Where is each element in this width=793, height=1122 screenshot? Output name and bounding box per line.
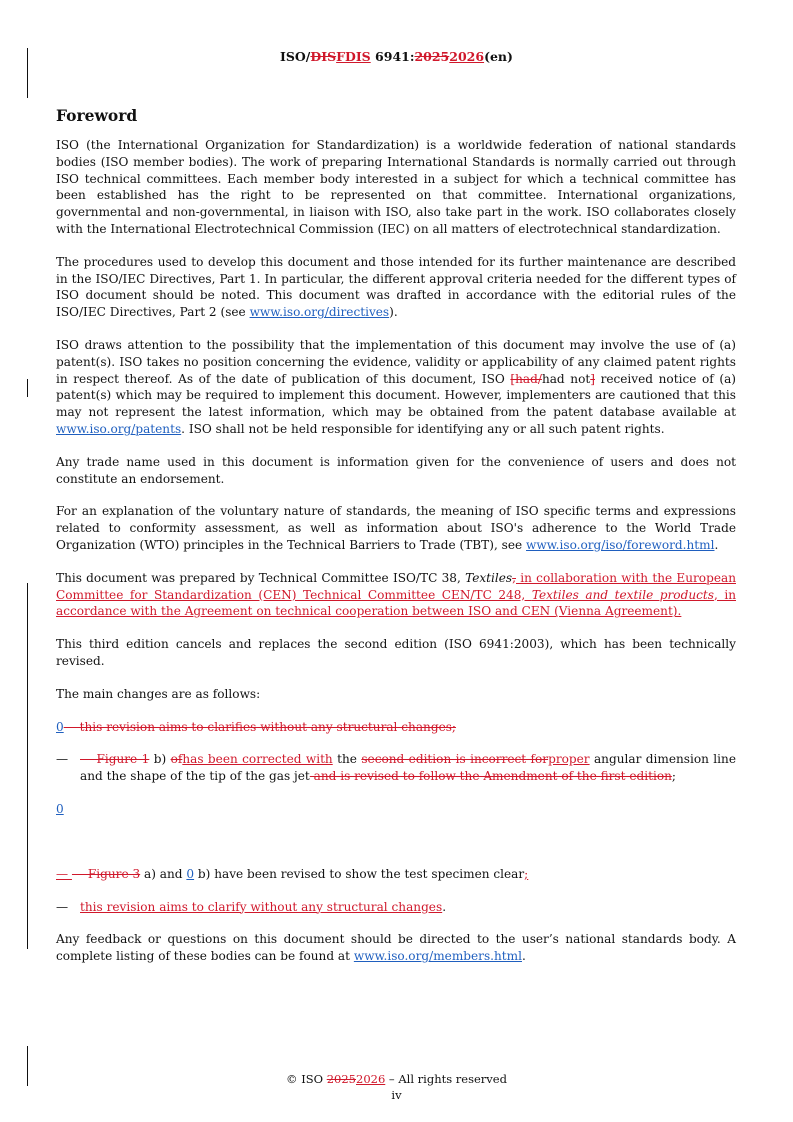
ref-link[interactable]: 0: [56, 719, 64, 734]
change-item-1: 0— this revision aims to clarifies without any structural changes;: [56, 719, 457, 734]
paragraph-voluntary-nature: For an explanation of the voluntary nature of standards, the meaning of ISO specific terms and expressions related to conformity assessment, as well as information about ISO's adherence to the World Trade Organization (WTO) principles in the Technical Barriers to Trade (TBT), see www.iso.org/iso/foreword.html.: [56, 504, 736, 552]
page-number: iv: [391, 1088, 402, 1102]
paragraph-committee: This document was prepared by Technical Committee ISO/TC 38, Textiles, in collaboration with the European Committee for Standardization (CEN) Technical Committee CEN/TC 248, Textiles and textile products, in accordance with the Agreement on technical cooperation between ISO and CEN (Vienna Agreement).: [56, 570, 736, 619]
copyright-line: © ISO 20252026 – All rights reserved: [286, 1072, 507, 1086]
document-footer: [0, 1071, 793, 1103]
paragraph-iso-intro: ISO (the International Organization for Standardization) is a worldwide federation of national standards bodies (ISO member bodies). The work of preparing International Standards is normally carried out through ISO technical committees. Each member body interested in a subject for which a technical committee has been established has the right to be represented on that committee. International organizations, governmental and non-governmental, in liaison with ISO, also take part in the work. ISO collaborates closely with the International Electrotechnical Commission (IEC) on all matters of electrotechnical standardization.: [56, 138, 736, 236]
paragraph-patents: ISO draws attention to the possibility that the implementation of this document may involve the use of (a) patent(s). ISO takes no position concerning the evidence, validity or applicability of any claimed patent rights in respect thereof. As of the date of publication of this document, ISO [had/had not] received notice of (a) patent(s) which may be required to implement this document. However, implementers are cautioned that this may not represent the latest information, which may be obtained from the patent database available at www.iso.org/patents. ISO shall not be held responsible for identifying any or all such patent rights.: [56, 337, 737, 436]
foreword-title: Foreword: [56, 106, 138, 125]
paragraph-procedures: The procedures used to develop this document and those intended for its further maintenance are described in the ISO/IEC Directives, Part 1. In particular, the different approval criteria needed for the different types of ISO document should be noted. This document was drafted in accordance with the editorial rules of the ISO/IEC Directives, Part 2 (see www.iso.org/directives).: [56, 254, 736, 320]
change-bar-changes: [27, 583, 28, 949]
members-link[interactable]: www.iso.org/members.html: [353, 949, 522, 964]
change-item-4: — — Figure 3 a) and 0 b) have been revised to show the test specimen clear;: [56, 866, 529, 881]
change-item-2: — — Figure 1 b) ofhas been corrected with the second edition is incorrect forproper angular dimension line and the shape of the tip of the gas jet and is revised to follow the Amendment of the first edition;: [56, 752, 736, 784]
ref-link[interactable]: 0: [186, 866, 195, 881]
paragraph-feedback: Any feedback or questions on this document should be directed to the user’s national standards body. A complete listing of these bodies can be found at www.iso.org/members.html.: [56, 932, 736, 964]
foreword-link[interactable]: www.iso.org/iso/foreword.html: [526, 537, 715, 552]
paragraph-main-changes: The main changes are as follows:: [56, 686, 261, 701]
document-header: ISO/DISFDIS 6941:20252026(en): [280, 49, 513, 64]
paragraph-edition: This third edition cancels and replaces the second edition (ISO 6941:2003), which has been technically revised.: [56, 637, 736, 668]
change-bar-patent: [27, 379, 28, 397]
ref-link[interactable]: 0: [56, 801, 64, 816]
paragraph-trade-name: Any trade name used in this document is information given for the convenience of users and does not constitute an endorsement.: [56, 454, 736, 486]
change-item-5: — this revision aims to clarify without any structural changes.: [56, 899, 447, 914]
change-item-3: [56, 801, 736, 818]
patents-link[interactable]: www.iso.org/patents: [56, 421, 182, 436]
directives-link[interactable]: www.iso.org/directives: [249, 305, 390, 320]
foreword-section: [56, 106, 736, 981]
